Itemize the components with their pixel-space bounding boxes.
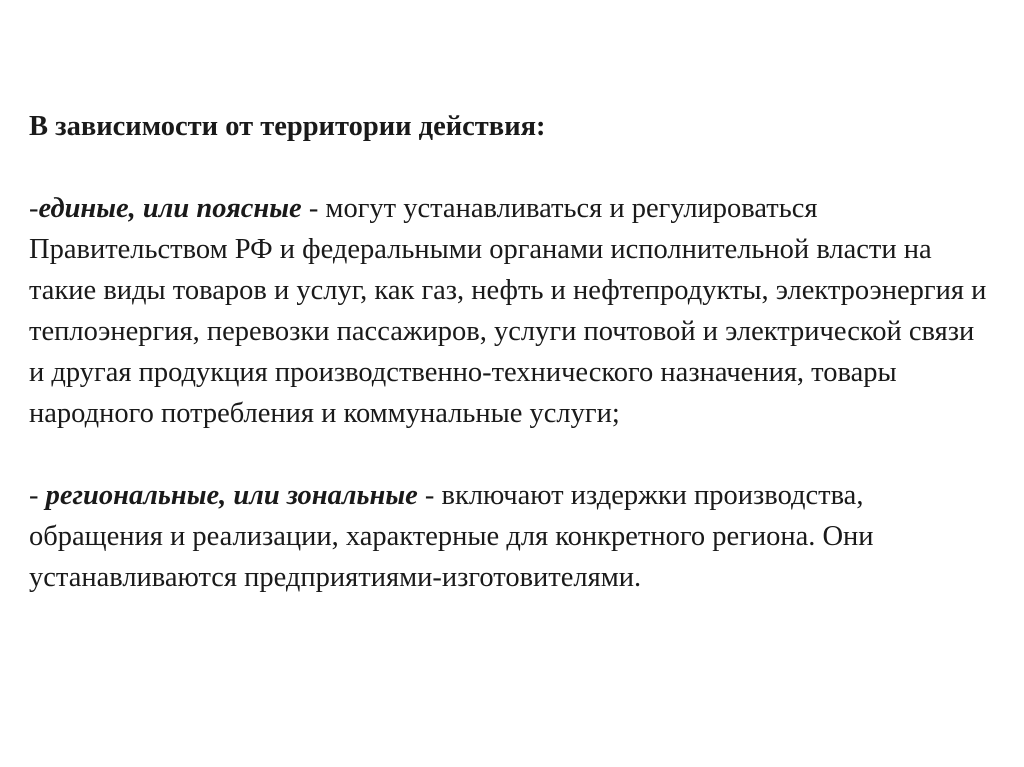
paragraph-text: - включают издержки производства, обращения и реализации, характерные для конкретного региона. Они устанавливаются предприятиями-изготовителями. <box>29 480 874 593</box>
term-uniform-prices: единые, или поясные <box>38 193 302 224</box>
paragraph-uniform-prices <box>29 188 989 434</box>
term-regional-prices: региональные, или зональные <box>45 480 418 511</box>
slide-heading: В зависимости от территории действия: <box>29 111 546 142</box>
paragraph-prefix: - <box>29 480 46 511</box>
paragraph-text: - могут устанавливаться и регулироваться Правительством РФ и федеральными органами исполнительной власти на такие виды товаров и услуг, как газ, нефть и нефтепродукты, электроэнергия и теплоэнергия, перевозки пассажиров, услуги почтовой и электрической связи и другая продукция производственно-технического назначения, товары народного потребления и коммунальные услуги; <box>29 193 987 429</box>
paragraph-prefix: - <box>29 193 39 224</box>
slide-content <box>29 106 989 598</box>
paragraph-regional-prices <box>29 475 989 598</box>
